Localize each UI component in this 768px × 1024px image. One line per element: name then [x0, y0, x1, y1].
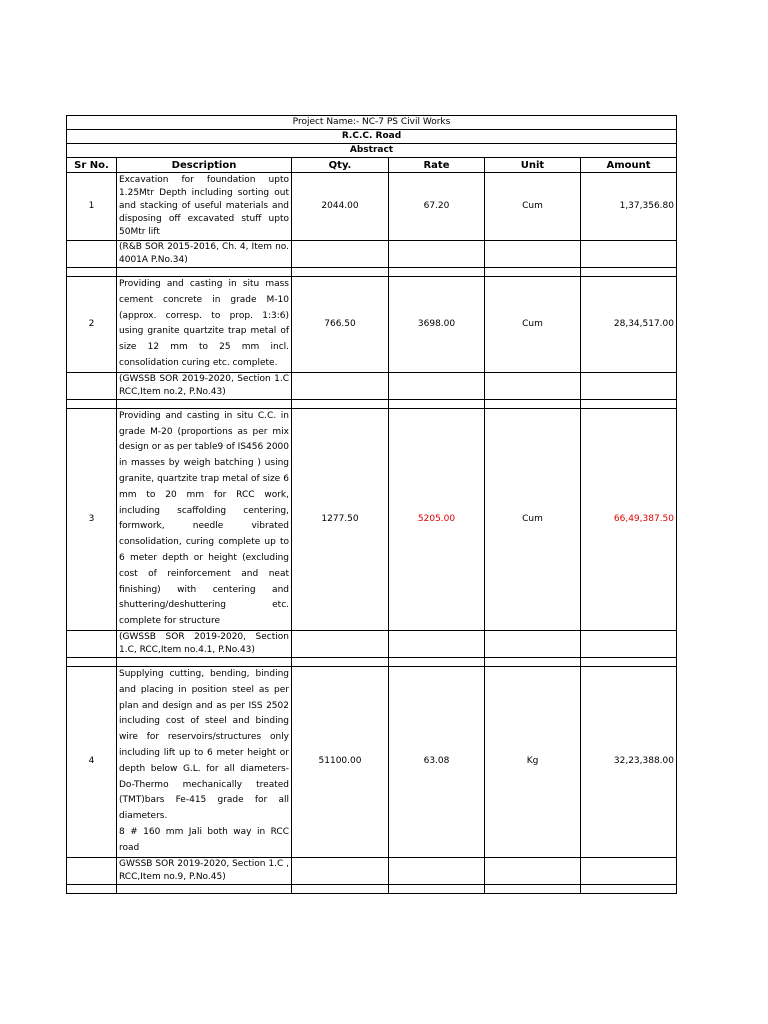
item-unit: Cum: [485, 173, 581, 241]
item-note: 8 # 160 mm Jali both way in RCC road: [119, 826, 289, 853]
subject-title: R.C.C. Road: [67, 130, 677, 144]
project-name: Project Name:- NC-7 PS Civil Works: [67, 116, 677, 130]
item-amount: 66,49,387.50: [581, 408, 677, 630]
item-amount: 1,37,356.80: [581, 173, 677, 241]
item-reference: (GWSSB SOR 2019-2020, Section 1.C, RCC,Item no.4.1, P.No.43): [117, 630, 292, 657]
table-row: [67, 277, 677, 373]
reference-row: [67, 241, 677, 268]
col-unit: Unit: [485, 158, 581, 173]
col-rate: Rate: [389, 158, 485, 173]
table-row: [67, 173, 677, 241]
table-row: [67, 666, 677, 857]
item-amount: 28,34,517.00: [581, 277, 677, 373]
item-description: Providing and casting in situ C.C. in grade M-20 (proportions as per mix design or as per table9 of IS456 2000 in masses by weigh batching ) using granite, quartzite trap metal of size 6 mm to 20 mm for RCC work, including scaffolding centering, formwork, needle vibrated consolidation, curing complete up to 6 meter depth or height (excluding cost of reinforcement and neat finishing) with centering and shuttering/deshuttering etc. complete for structure: [117, 408, 292, 630]
item-unit: Cum: [485, 408, 581, 630]
item-qty: 2044.00: [292, 173, 389, 241]
reference-row: [67, 630, 677, 657]
item-rate: 67.20: [389, 173, 485, 241]
item-sr: 1: [67, 173, 117, 241]
col-description: Description: [117, 158, 292, 173]
item-rate: 63.08: [389, 666, 485, 857]
abstract-table: [66, 115, 677, 894]
item-qty: 766.50: [292, 277, 389, 373]
column-header-row: [67, 158, 677, 173]
spacer-row: [67, 884, 677, 893]
col-qty: Qty.: [292, 158, 389, 173]
item-description: Providing and casting in situ mass cement concrete in grade M-10 (approx. corresp. to prop. 1:3:6) using granite quartzite trap metal of size 12 mm to 25 mm incl. consolidation curing etc. complete.: [117, 277, 292, 373]
col-amount: Amount: [581, 158, 677, 173]
item-sr: 2: [67, 277, 117, 373]
spacer-row: [67, 399, 677, 408]
item-description: Excavation for foundation upto 1.25Mtr Depth including sorting out and stacking of useful materials and disposing off excavated stuff upto 50Mtr lift: [117, 173, 292, 241]
item-qty: 51100.00: [292, 666, 389, 857]
section-title: Abstract: [67, 144, 677, 158]
item-sr: 3: [67, 408, 117, 630]
spacer-row: [67, 268, 677, 277]
spacer-row: [67, 657, 677, 666]
item-rate: 5205.00: [389, 408, 485, 630]
item-sr: 4: [67, 666, 117, 857]
item-reference: (R&B SOR 2015-2016, Ch. 4, Item no. 4001A P.No.34): [117, 241, 292, 268]
reference-row: [67, 857, 677, 884]
item-description-cell: [117, 666, 292, 857]
col-sr-no: Sr No.: [67, 158, 117, 173]
item-description: Supplying cutting, bending, binding and placing in position steel as per plan and design and as per ISS 2502 including cost of steel and binding wire for reservoirs/structures only including lift up to 6 meter height or depth below G.L. for all diameters-Do-Thermo mechanically treated (TMT)bars Fe-415 grade for all diameters.: [119, 668, 289, 822]
item-qty: 1277.50: [292, 408, 389, 630]
item-reference: GWSSB SOR 2019-2020, Section 1.C , RCC,Item no.9, P.No.45): [117, 857, 292, 884]
item-unit: Cum: [485, 277, 581, 373]
item-unit: Kg: [485, 666, 581, 857]
item-amount: 32,23,388.00: [581, 666, 677, 857]
item-rate: 3698.00: [389, 277, 485, 373]
table-row: [67, 408, 677, 630]
reference-row: [67, 372, 677, 399]
item-reference: (GWSSB SOR 2019-2020, Section 1.C RCC,Item no.2, P.No.43): [117, 372, 292, 399]
